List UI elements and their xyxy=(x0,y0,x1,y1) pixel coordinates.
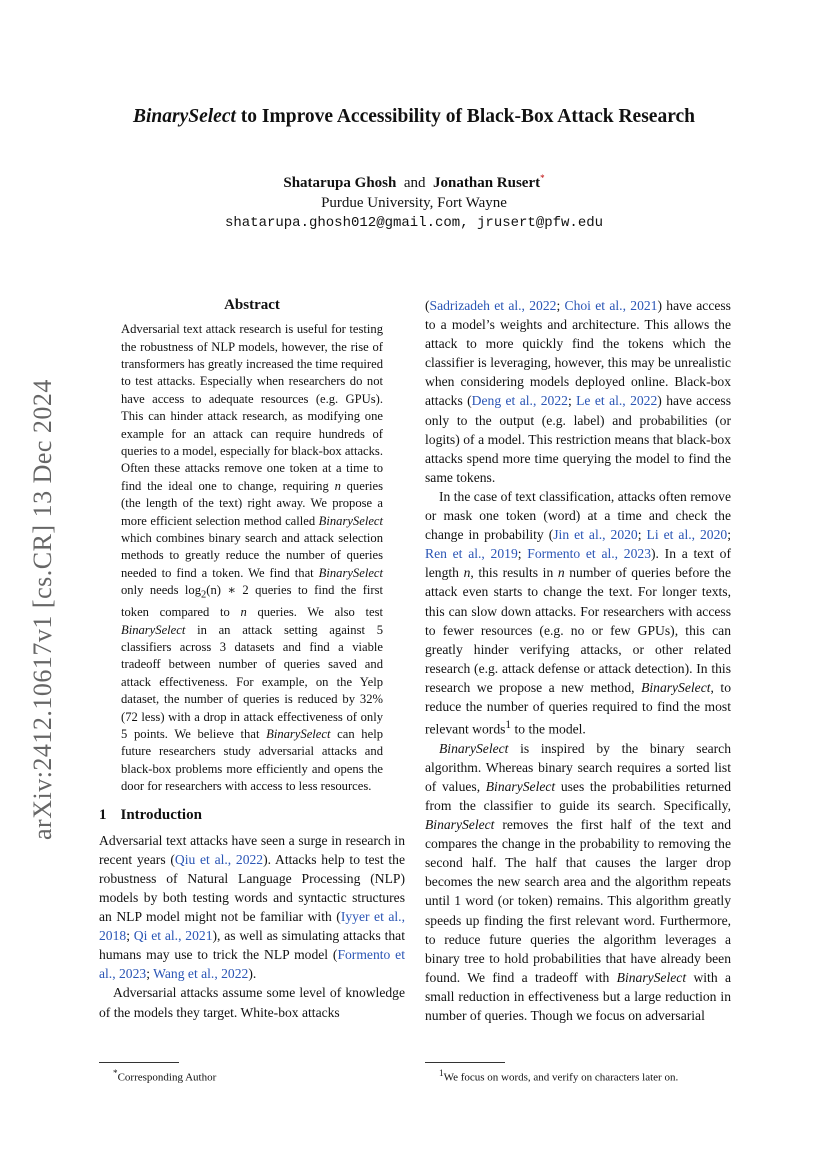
citation-link[interactable]: Sadrizadeh et al., 2022 xyxy=(429,298,557,313)
citation-link[interactable]: Li et al., 2020 xyxy=(646,527,728,543)
arxiv-identifier: arXiv:2412.10617v1 [cs.CR] 13 Dec 2024 xyxy=(28,379,57,841)
citation-link[interactable]: Ren et al., 2019 xyxy=(425,546,518,562)
abstract-body: Adversarial text attack research is useful for testing the robustness of NLP models, however, the rise of transformers has greatly increased the time required to test attacks. Especially when researchers do not have access to adequate resources (e.g. GPUs). This can hinder attack research, as modifying one example for an attack can require hundreds of queries to a model, especially for black-box attacks. Often these attacks remove one token at a time to find the ideal one to change, requiring n queries (the length of the text) right away. We propose a more efficient selection method called BinarySelect which combines binary search and attack selection methods to greatly reduce the number of queries needed to find a token. We find that BinarySelect only needs $\log_2(n)$ ∗ 2 queries to find the first token compared to n queries. We also test BinarySelect in an attack setting against 5 classifiers across 3 datasets and find a viable tradeoff between number of queries saved and attack effectiveness. For example, on the Yelp dataset, the number of queries is reduced by 32% (72 less) with a drop in attack effectiveness of only 5 points. We believe that BinarySelect can help future researchers study adversarial attacks and black-box problems more efficiently and opens the door for researchers with access to less resources. xyxy=(121,322,384,794)
author-block xyxy=(60,168,768,233)
title-emphasis: BinarySelect xyxy=(132,106,236,127)
left-column xyxy=(99,296,405,1022)
citation-link[interactable]: Qi et al., 2021 xyxy=(133,928,213,944)
paper-title xyxy=(60,106,768,128)
citation-link[interactable]: Qiu et al., 2022 xyxy=(174,851,264,867)
author-names xyxy=(60,168,768,193)
corresponding-mark: * xyxy=(540,173,545,183)
footnote-ref[interactable]: 1 xyxy=(505,719,512,732)
citation-link[interactable]: Formento et al., 2023 xyxy=(99,947,405,982)
footnote-corresponding: *Corresponding Author xyxy=(113,1068,217,1084)
citation-link[interactable]: Choi et al., 2021 xyxy=(564,298,658,313)
footnote-rule xyxy=(99,1062,179,1063)
footnote-left xyxy=(99,1056,405,1085)
intro-paragraph-2: Adversarial attacks assume some level of knowledge of the models they target. White-box attacks xyxy=(99,985,405,1020)
footnote-rule xyxy=(425,1062,505,1063)
citation-link[interactable]: Formento et al., 2023 xyxy=(527,546,651,562)
citation-link[interactable]: Wang et al., 2022 xyxy=(153,966,249,982)
footnote-right xyxy=(425,1056,731,1085)
intro-paragraph-1: Adversarial text attacks have seen a surge in research in recent years (Qiu et al., 2022). Attacks help to test the robustness of Natural Language Processing (NLP) models by both testing words and syntactic structures an NLP model might not be familiar with (Iyyer et al., 2018; Qi et al., 2021), as well as simulating attacks that humans may use to trick the NLP model (Formento et al., 2023; Wang et al., 2022). xyxy=(99,832,405,982)
author-emails: shatarupa.ghosh012@gmail.com, jrusert@pfw.edu xyxy=(224,215,604,231)
citation-link[interactable]: Iyyer et al., 2018 xyxy=(99,909,405,944)
right-paragraph-2: In the case of text classification, attacks often remove or mask one token (word) at a time and check the change in probability (Jin et al., 2020; Li et al., 2020; Ren et al., 2019; Formento et al., 2023). In a text of length n, this results in n number of queries before the attack even starts to change the text. For longer texts, this can slow down attacks. For researchers with access to fewer resources (e.g. no or few GPUs), this can greatly hinder verifying attacks, or other related research (e.g. attack defense or attack detection). In this research we propose a new method, BinarySelect, to reduce the number of queries required to find the most relevant words$^1$ to the model. xyxy=(425,488,732,737)
right-paragraph-3: BinarySelect is inspired by the binary search algorithm. Whereas binary search requires a sorted list of values, BinarySelect uses the probabilities returned from the classifier to guide its search. Specifically, BinarySelect removes the first half of the text and compares the change in the probability to removing the second half. The half that causes the larger drop becomes the new search area and the algorithm repeats until 1 word (or token) remains. This algorithm greatly speeds up finding the first relevant word. Furthermore, to reduce future queries the algorithm leverages a binary tree to hold probabilities that have already been found. We find a tradeoff with BinarySelect with a small reduction in effectiveness but a large reduction in number of queries. Though we focus on adversarial xyxy=(425,740,732,1023)
title-rest: to Improve Accessibility of Black-Box Attack Research xyxy=(235,106,696,127)
author-1: Shatarupa Ghosh xyxy=(283,175,397,191)
citation-link[interactable]: Deng et al., 2022 xyxy=(471,393,568,409)
author-and: and xyxy=(403,175,426,191)
right-column xyxy=(425,296,731,1025)
citation-link[interactable]: Le et al., 2022 xyxy=(576,393,658,409)
section-heading-introduction: 1 Introduction xyxy=(99,806,202,823)
abstract-heading: Abstract xyxy=(224,297,280,313)
citation-link[interactable]: Jin et al., 2020 xyxy=(553,527,638,543)
author-2: Jonathan Rusert xyxy=(433,175,541,191)
footnote-1: $^1$We focus on words, and verify on characters later on. xyxy=(439,1068,679,1084)
right-paragraph-1: (Sadrizadeh et al., 2022; Choi et al., 2021) have access to a model’s weights and architecture. This allows the attack to more quickly find the tokens which the classifier is leveraging, however, this may be unrealistic when considering models deployed online. Black-box attacks (Deng et al., 2022; Le et al., 2022) have access only to the output (e.g. label) and probabilities (or logits) of a model. This restriction means that black-box attacks spend more time querying the model to find the same tokens. xyxy=(425,298,731,485)
affiliation: Purdue University, Fort Wayne xyxy=(321,195,507,211)
